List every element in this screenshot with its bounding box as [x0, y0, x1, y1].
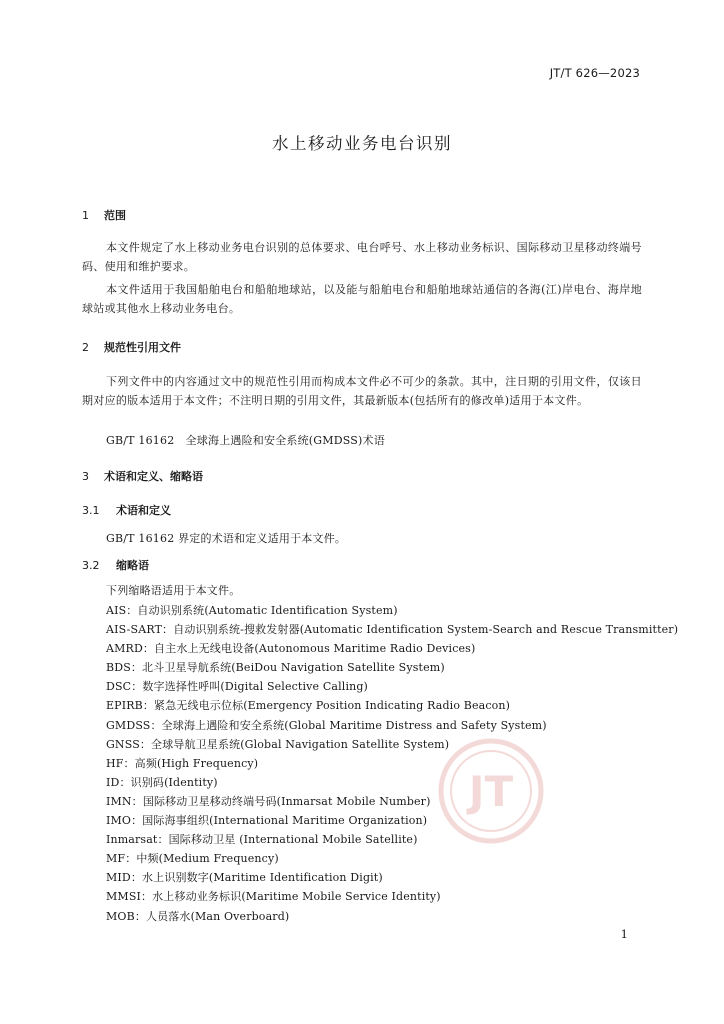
section-1-heading	[82, 207, 126, 223]
subsection-title: 缩略语	[116, 559, 149, 572]
section-2-heading	[82, 339, 181, 355]
abbreviation-item: HF：高频(High Frequency)	[106, 756, 259, 770]
terms-definitions-text: GB/T 16162 界定的术语和定义适用于本文件。	[106, 532, 347, 545]
subsection-number: 3.1	[82, 504, 100, 517]
standard-code: JT/T 626—2023	[549, 66, 640, 80]
document-title: 水上移动业务电台识别	[272, 134, 452, 153]
subsection-title: 术语和定义	[116, 504, 171, 517]
subsection-3-1-heading	[82, 502, 171, 518]
abbreviation-item: IMO：国际海事组织(International Maritime Organization)	[106, 814, 428, 828]
abbreviation-item: Inmarsat：国际移动卫星 (International Mobile Satellite)	[106, 833, 418, 847]
abbreviation-item: BDS：北斗卫星导航系统(BeiDou Navigation Satellite System)	[106, 661, 445, 675]
normative-reference: GB/T 16162 全球海上遇险和安全系统(GMDSS)术语	[106, 434, 385, 447]
abbreviation-item: IMN：国际移动卫星移动终端号码(Inmarsat Mobile Number)	[106, 794, 431, 808]
abbreviation-item: MF：中频(Medium Frequency)	[106, 852, 279, 866]
section-3-heading	[82, 468, 203, 484]
section-2-paragraph-1: 下列文件中的内容通过文中的规范性引用而构成本文件必不可少的条款。其中，注日期的引用文件，仅该日期对应的版本适用于本文件；不注明日期的引用文件，其最新版本(包括所有的修改单)适用于本文件。	[82, 375, 642, 407]
abbreviation-item: EPIRB：紧急无线电示位标(Emergency Position Indicating Radio Beacon)	[106, 699, 511, 713]
section-number: 1	[82, 209, 89, 222]
abbreviation-item: GMDSS：全球海上遇险和安全系统(Global Maritime Distress and Safety System)	[106, 718, 547, 732]
abbreviation-item: DSC：数字选择性呼叫(Digital Selective Calling)	[106, 680, 368, 694]
section-number: 2	[82, 341, 89, 354]
abbreviations-intro: 下列缩略语适用于本文件。	[106, 584, 241, 597]
section-title: 规范性引用文件	[104, 341, 181, 354]
section-number: 3	[82, 470, 89, 483]
abbreviation-item: AIS-SART：自动识别系统-搜救发射器(Automatic Identification System-Search and Rescue Transmitter)	[106, 623, 679, 637]
abbreviation-item: GNSS：全球导航卫星系统(Global Navigation Satellite System)	[106, 737, 450, 751]
page-number: 1	[620, 927, 628, 941]
section-title: 术语和定义、缩略语	[104, 470, 203, 483]
subsection-3-2-heading	[82, 557, 149, 573]
abbreviation-item: MID：水上识别数字(Maritime Identification Digit)	[106, 871, 383, 885]
section-1-paragraph-1: 本文件规定了水上移动业务电台识别的总体要求、电台呼号、水上移动业务标识、国际移动卫星移动终端号码、使用和维护要求。	[82, 241, 642, 273]
abbreviation-item: ID：识别码(Identity)	[106, 775, 218, 789]
watermark-text: JT	[468, 767, 514, 816]
section-1-paragraph-2: 本文件适用于我国船舶电台和船舶地球站，以及能与船舶电台和船舶地球站通信的各海(江)岸电台、海岸地球站或其他水上移动业务电台。	[82, 283, 642, 315]
abbreviation-item: AIS：自动识别系统(Automatic Identification System)	[106, 604, 398, 617]
subsection-number: 3.2	[82, 559, 100, 572]
abbreviation-item: MMSI：水上移动业务标识(Maritime Mobile Service Identity)	[106, 890, 441, 904]
section-title: 范围	[104, 209, 126, 222]
abbreviation-list	[106, 601, 678, 926]
abbreviation-item: AMRD：自主水上无线电设备(Autonomous Maritime Radio Devices)	[106, 642, 476, 656]
abbreviation-item: MOB：人员落水(Man Overboard)	[106, 909, 290, 923]
